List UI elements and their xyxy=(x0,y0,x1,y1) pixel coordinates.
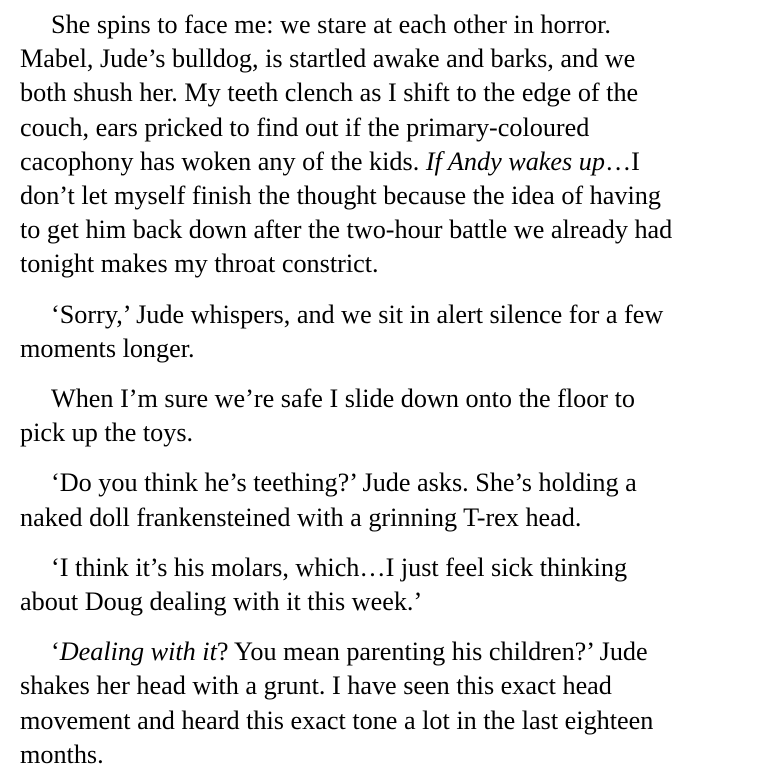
text-line xyxy=(20,298,777,332)
italic-text: Dealing with it xyxy=(59,637,217,667)
text-run: to get him back down after the two-hour battle we already had xyxy=(20,215,673,245)
paragraph xyxy=(20,298,777,366)
text-line xyxy=(20,501,777,535)
text-line xyxy=(20,704,777,738)
paragraph xyxy=(20,635,777,772)
text-run: months. xyxy=(20,739,104,769)
text-line xyxy=(20,635,777,669)
text-line xyxy=(20,111,777,145)
paragraph xyxy=(20,8,777,282)
paragraph xyxy=(20,382,777,450)
text-run: ‘ xyxy=(51,637,60,667)
text-run: shakes her head with a grunt. I have seen this exact head xyxy=(20,671,612,701)
text-line xyxy=(20,416,777,450)
text-run: pick up the toys. xyxy=(20,418,194,448)
text-line xyxy=(20,247,777,281)
text-run: She spins to face me: we stare at each other in horror. xyxy=(51,10,611,39)
text-run: tonight makes my throat constrict. xyxy=(20,249,379,279)
body-text xyxy=(20,8,777,772)
text-line xyxy=(20,332,777,366)
text-line xyxy=(20,76,777,110)
text-line xyxy=(20,8,777,42)
text-line xyxy=(20,585,777,619)
text-run: movement and heard this exact tone a lot in the last eighteen xyxy=(20,705,654,735)
text-run: ? You mean parenting his children?’ Jude xyxy=(216,637,648,667)
text-line xyxy=(20,179,777,213)
text-line xyxy=(20,145,777,179)
text-run: When I’m sure we’re safe I slide down onto the floor to xyxy=(51,384,635,414)
text-line xyxy=(20,466,777,500)
text-line xyxy=(20,213,777,247)
text-run: both shush her. My teeth clench as I shift to the edge of the xyxy=(20,78,639,108)
paragraph xyxy=(20,551,777,619)
italic-text: If Andy wakes up xyxy=(425,146,605,176)
text-run: don’t let myself finish the thought because the idea of having xyxy=(20,181,661,211)
text-run: couch, ears pricked to find out if the primary-coloured xyxy=(20,112,590,142)
text-line xyxy=(20,738,777,772)
text-line xyxy=(20,669,777,703)
text-line xyxy=(20,382,777,416)
text-run: ‘Do you think he’s teething?’ Jude asks. She’s holding a xyxy=(51,468,637,498)
text-run: cacophony has woken any of the kids. xyxy=(20,146,426,176)
text-line xyxy=(20,551,777,585)
text-run: ‘Sorry,’ Jude whispers, and we sit in alert silence for a few xyxy=(51,299,664,329)
text-run: ‘I think it’s his molars, which…I just feel sick thinking xyxy=(51,552,628,582)
text-line xyxy=(20,42,777,76)
text-run: naked doll frankensteined with a grinning T-rex head. xyxy=(20,502,582,532)
text-run: about Doug dealing with it this week.’ xyxy=(20,587,423,617)
text-run: Mabel, Jude’s bulldog, is startled awake and barks, and we xyxy=(20,44,636,74)
paragraph xyxy=(20,466,777,534)
text-run: moments longer. xyxy=(20,333,195,363)
text-run: …I xyxy=(604,146,640,176)
